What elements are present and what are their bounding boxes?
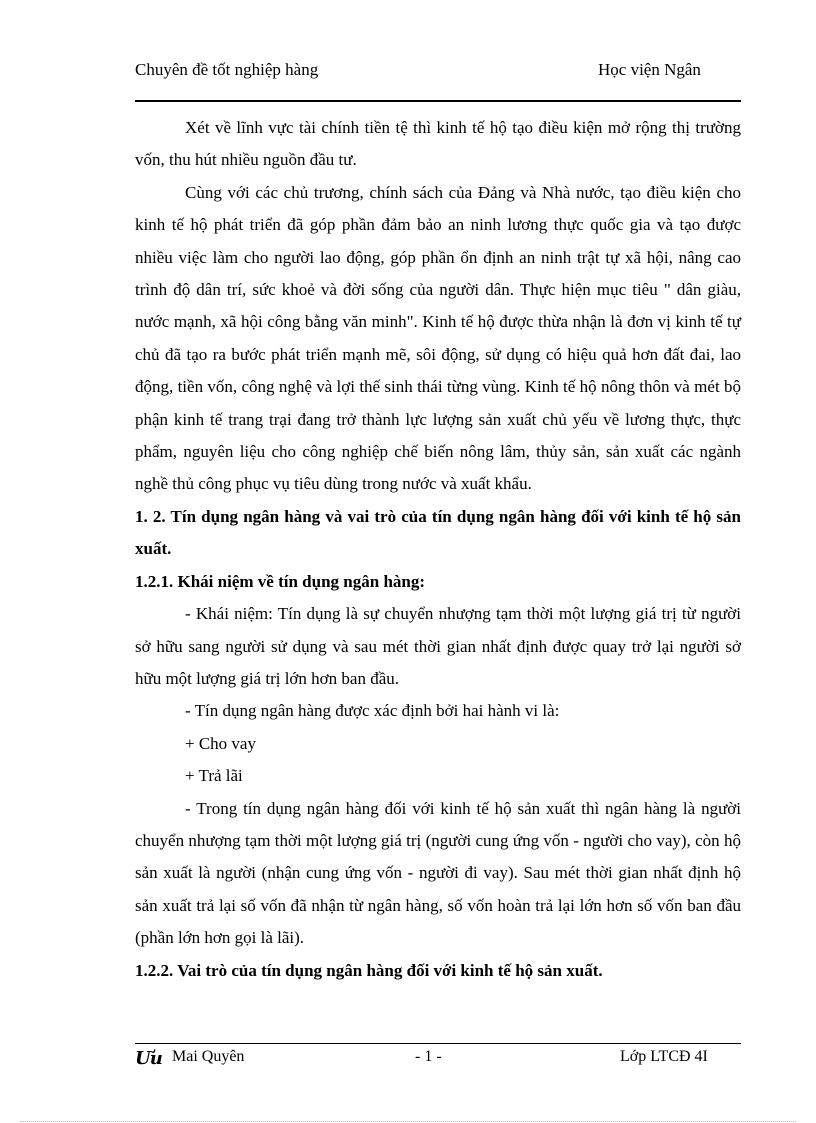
footer-rule — [135, 1043, 741, 1044]
paragraph: Cùng với các chủ trương, chính sách của Đảng và Nhà nước, tạo điều kiện cho kinh tế hộ phát triển đã góp phần đảm bảo an ninh lương thực quốc gia và tạo được nhiều việc làm cho người lao động, góp phần ổn định an ninh trật tự xã hội, nâng cao trình độ dân trí, sức khoẻ và đời sống của người dân. Thực hiện mục tiêu " dân giàu, nước mạnh, xã hội công bằng văn minh". Kinh tế hộ được thừa nhận là đơn vị kinh tế tự chủ đã tạo ra bước phát triển mạnh mẽ, sôi động, sử dụng có hiệu quả hơn đất đai, lao động, tiền vốn, công nghệ và lợi thế sinh thái từng vùng. Kinh tế hộ nông thôn và mét bộ phận kinh tế trang trại đang trở thành lực lượng sản xuất chủ yếu về lương thực, thực phẩm, nguyên liệu cho công nghiệp chế biến nông lâm, thủy sản, sản xuất các ngành nghề thủ công phục vụ tiêu dùng trong nước và xuất khẩu. — [135, 182, 741, 494]
document-body — [135, 112, 741, 987]
header-left-title: Chuyên đề tốt nghiệp hàng — [135, 60, 319, 79]
paragraph: - Khái niệm: Tín dụng là sự chuyển nhượng tạm thời một lượng giá trị từ người sở hữu sang người sử dụng và sau mét thời gian nhất định được quay trở lại người sở hữu một lượng giá trị lớn hơn ban đầu. — [135, 604, 741, 688]
subsection-heading: 1.2.2. Vai trò của tín dụng ngân hàng đối với kinh tế hộ sản xuất. — [135, 960, 603, 980]
header-rule — [135, 100, 741, 102]
header-right-title: Học viện Ngân — [598, 60, 701, 79]
signature-mark: Ưu — [135, 1048, 162, 1069]
list-item: + Trả lãi — [185, 766, 243, 786]
subsection-heading: 1.2.1. Khái niệm về tín dụng ngân hàng: — [135, 571, 426, 591]
list-item: + Cho vay — [185, 733, 256, 753]
footer-page-number: - 1 - — [415, 1048, 442, 1065]
footer-author: Mai Quyên — [172, 1048, 245, 1065]
page-edge-dotted-line — [20, 1121, 796, 1122]
paragraph: - Trong tín dụng ngân hàng đối với kinh tế hộ sản xuất thì ngân hàng là người chuyển nhượng tạm thời một lượng giá trị (người cung ứng vốn - người cho vay), còn hộ sản xuất là người (nhận cung ứng vốn - người đi vay). Sau mét thời gian nhất định hộ sản xuất trả lại số vốn đã nhận từ ngân hàng, số vốn hoàn trả lại lớn hơn số vốn ban đầu (phần lớn hơn gọi là lãi). — [135, 798, 741, 948]
section-heading: 1. 2. Tín dụng ngân hàng và vai trò của tín dụng ngân hàng đối với kinh tế hộ sản xuất. — [135, 506, 741, 559]
paragraph: - Tín dụng ngân hàng được xác định bởi hai hành vi là: — [185, 701, 560, 721]
paragraph: Xét về lĩnh vực tài chính tiền tệ thì kinh tế hộ tạo điều kiện mở rộng thị trường vốn, thu hút nhiều nguồn đầu tư. — [135, 118, 741, 170]
footer-class: Lớp LTCĐ 4I — [620, 1048, 708, 1065]
